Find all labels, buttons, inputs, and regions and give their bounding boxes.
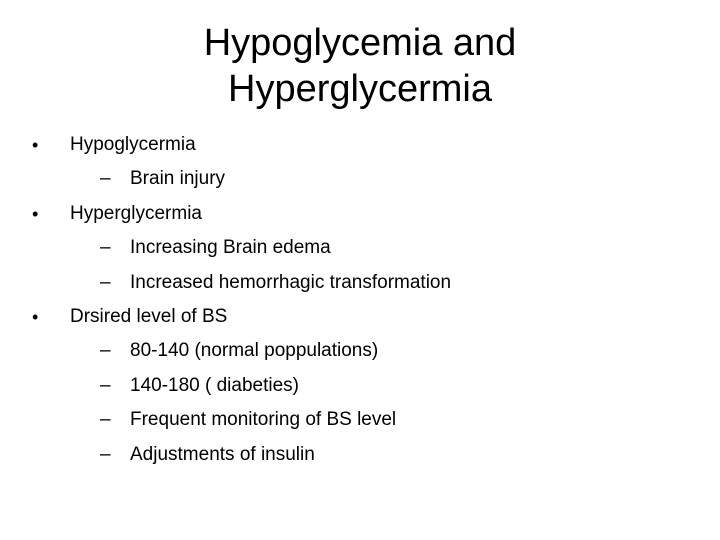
bullet-item-hypoglycermia	[0, 130, 720, 164]
bullet-text: Drsired level of BS	[70, 305, 228, 327]
sub-bullet-item-normal-range	[0, 336, 720, 370]
sub-bullet-text: Frequent monitoring of BS level	[130, 409, 397, 431]
sub-bullet-item-insulin-adjustments	[0, 440, 720, 474]
sub-bullet-item-frequent-monitoring	[0, 405, 720, 439]
bullet-marker: •	[32, 306, 39, 327]
sub-bullet-text: Adjustments of insulin	[130, 443, 315, 465]
dash-marker: –	[100, 340, 111, 362]
dash-marker: –	[100, 409, 111, 431]
dash-marker: –	[100, 168, 111, 190]
dash-marker: –	[100, 374, 111, 396]
sub-bullet-text: 140-180 ( diabeties)	[130, 374, 299, 396]
dash-marker: –	[100, 443, 111, 465]
bullet-item-hyperglycermia	[0, 199, 720, 233]
slide-title	[60, 20, 660, 112]
bullet-marker: •	[32, 135, 39, 155]
dash-marker: –	[100, 237, 111, 259]
sub-bullet-item-hemorrhagic-transformation	[0, 268, 720, 302]
sub-bullet-item-diabetes-range	[0, 371, 720, 405]
dash-marker: –	[100, 271, 111, 293]
sub-bullet-text: Increased hemorrhagic transformation	[130, 271, 452, 293]
sub-bullet-text: Increasing Brain edema	[130, 237, 331, 259]
bullet-text: Hyperglycermia	[70, 202, 202, 224]
sub-bullet-text: Brain injury	[130, 168, 226, 190]
bullet-text: Hypoglycermia	[70, 134, 196, 155]
slide-title-line-1: Hypoglycemia and	[203, 22, 517, 64]
sub-bullet-item-brain-edema	[0, 233, 720, 267]
slide-title-line-2: Hyperglycermia	[228, 68, 492, 110]
bullet-item-desired-level	[0, 302, 720, 336]
sub-bullet-text: 80-140 (normal poppulations)	[130, 340, 379, 362]
bullet-list	[0, 130, 720, 474]
sub-bullet-item-brain-injury	[0, 164, 720, 198]
bullet-marker: •	[32, 203, 39, 224]
